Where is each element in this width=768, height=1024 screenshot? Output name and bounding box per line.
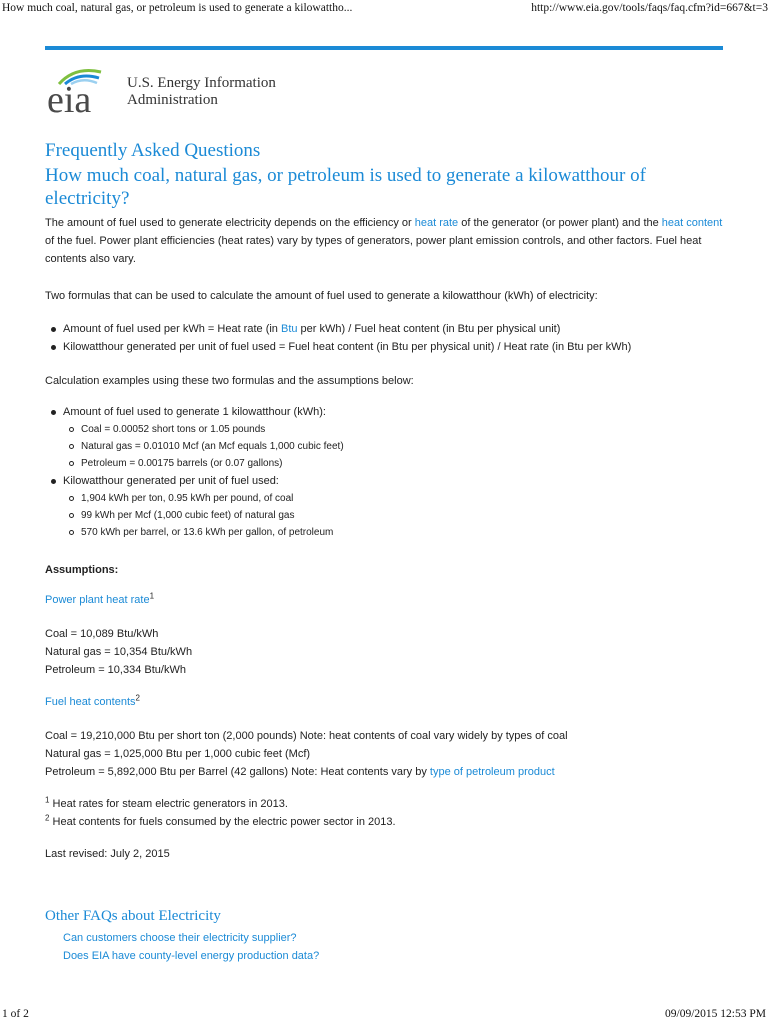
faq-heading: Frequently Asked Questions (45, 140, 261, 161)
fuel-heat-contents-link[interactable]: Fuel heat contents (45, 696, 136, 708)
heat-rate-values (45, 625, 723, 679)
power-plant-heat-rate-link[interactable]: Power plant heat rate (45, 594, 150, 606)
page-number: 1 of 2 (2, 1008, 29, 1020)
other-faqs (45, 907, 723, 965)
example-item: Natural gas = 0.01010 Mcf (an Mcf equals 1,000 cubic feet) (63, 438, 723, 455)
page-content (45, 46, 723, 965)
formulas-intro: Two formulas that can be used to calculate the amount of fuel used to generate a kilowatthour (kWh) of electricity: (45, 290, 598, 302)
formula-list (45, 320, 723, 356)
intro-text-1: The amount of fuel used to generate electricity depends on the efficiency or (45, 217, 415, 229)
formula-item (45, 320, 723, 338)
eia-logo-icon (45, 62, 119, 122)
heat-rate-line: Petroleum = 10,334 Btu/kWh (45, 664, 186, 676)
example-sublist (63, 421, 723, 472)
agency-name-line1: U.S. Energy Information (127, 75, 276, 91)
petroleum-product-type-link[interactable]: type of petroleum product (429, 766, 555, 778)
heat-content-line-text: Petroleum = 5,892,000 Btu per Barrel (42 gallons) Note: Heat contents vary by (45, 766, 430, 778)
print-timestamp: 09/09/2015 12:53 PM (665, 1008, 766, 1020)
question-title: How much coal, natural gas, or petroleum is used to generate a kilowatthour of electricity? (45, 165, 646, 209)
formula-1-text-2: per kWh) / Fuel heat content (in Btu per physical unit) (297, 323, 561, 335)
heat-rate-line: Natural gas = 10,354 Btu/kWh (45, 646, 193, 658)
footnotes (45, 795, 723, 831)
intro-text-3: of the fuel. Power plant efficiencies (heat rates) vary by types of generators, power plant emission controls, and other factors. Fuel heat contents also vary. (45, 235, 702, 265)
example-item: 570 kWh per barrel, or 13.6 kWh per gallon, of petroleum (63, 524, 723, 541)
example-group-label: Kilowatthour generated per unit of fuel used: (63, 475, 279, 487)
footnote-number: 2 (45, 813, 50, 823)
heat-rate-line: Coal = 10,089 Btu/kWh (45, 628, 159, 640)
examples-list (45, 403, 723, 541)
heat-content-heading (45, 693, 723, 711)
examples-intro: Calculation examples using these two formulas and the assumptions below: (45, 375, 414, 387)
btu-link[interactable]: Btu (280, 323, 298, 335)
agency-name (127, 75, 276, 109)
heat-content-link[interactable]: heat content (661, 217, 723, 229)
example-item: 1,904 kWh per ton, 0.95 kWh per pound, of coal (63, 490, 723, 507)
footnote-text: Heat contents for fuels consumed by the electric power sector in 2013. (49, 816, 396, 828)
example-sublist (63, 490, 723, 541)
heat-content-line: Natural gas = 1,025,000 Btu per 1,000 cubic feet (Mcf) (45, 748, 311, 760)
formula-1-text-1: Amount of fuel used per kWh = Heat rate (in (63, 323, 281, 335)
assumptions-heading: Assumptions: (45, 564, 119, 576)
heat-content-line (45, 763, 723, 781)
print-header (0, 2, 768, 18)
example-item: 99 kWh per Mcf (1,000 cubic feet) of natural gas (63, 507, 723, 524)
footnote-ref: 2 (135, 693, 140, 703)
intro-paragraph (45, 214, 723, 268)
other-faqs-title: Other FAQs about Electricity (45, 908, 221, 924)
print-footer (0, 1008, 768, 1024)
top-accent-bar (45, 46, 723, 50)
intro-text-2: of the generator (or power plant) and the (458, 217, 662, 229)
example-item: Petroleum = 0.00175 barrels (or 0.07 gallons) (63, 455, 723, 472)
footnote-number: 1 (45, 795, 50, 805)
footnote-ref: 1 (149, 591, 155, 601)
example-group-label: Amount of fuel used to generate 1 kilowatthour (kWh): (63, 406, 326, 418)
heat-rate-link[interactable]: heat rate (414, 217, 459, 229)
last-revised: Last revised: July 2, 2015 (45, 848, 170, 860)
other-faq-link[interactable]: Does EIA have county-level energy production data? (63, 950, 320, 962)
print-url: http://www.eia.gov/tools/faqs/faq.cfm?id=667&t=3 (531, 2, 768, 14)
heat-content-values (45, 727, 723, 781)
footnote (45, 813, 723, 831)
eia-logo-letters: eia (47, 79, 92, 121)
heat-rate-heading (45, 591, 723, 609)
other-faqs-list (45, 929, 723, 965)
example-group (45, 472, 723, 541)
print-page-title: How much coal, natural gas, or petroleum is used to generate a kilowattho... (2, 2, 353, 14)
heat-content-line: Coal = 19,210,000 Btu per short ton (2,000 pounds) Note: heat contents of coal vary widely by types of coal (45, 730, 568, 742)
formula-item: Kilowatthour generated per unit of fuel used = Fuel heat content (in Btu per physical unit) / Heat rate (in Btu per kWh) (45, 338, 723, 356)
example-item: Coal = 0.00052 short tons or 1.05 pounds (63, 421, 723, 438)
footnote (45, 795, 723, 813)
agency-name-line2: Administration (127, 92, 218, 108)
footnote-text: Heat rates for steam electric generators in 2013. (49, 798, 288, 810)
eia-logo[interactable] (45, 60, 723, 124)
example-group (45, 403, 723, 472)
other-faq-link[interactable]: Can customers choose their electricity supplier? (63, 932, 297, 944)
